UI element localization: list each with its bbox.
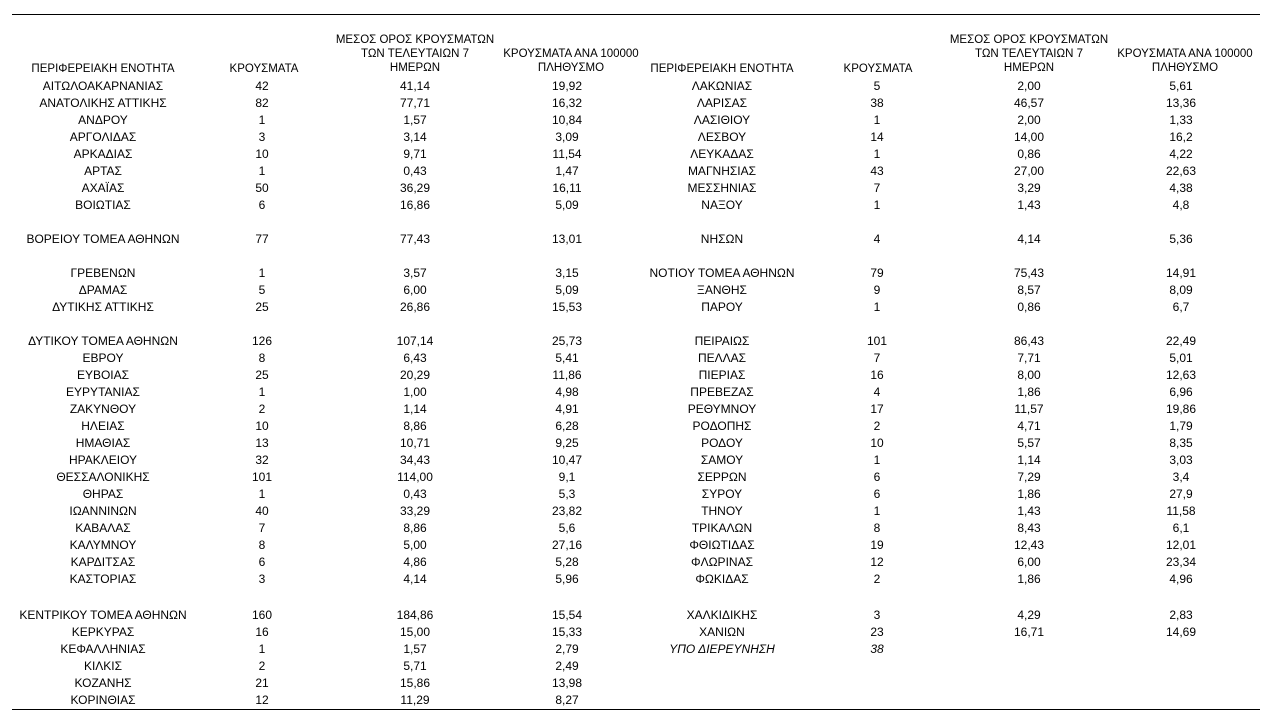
cases-cell: 5: [873, 79, 881, 93]
cases-cell: 101: [866, 334, 888, 348]
avg-cell: 16,71: [1013, 625, 1045, 639]
cases-cell: 6: [258, 555, 266, 569]
table-row: [0, 95, 1278, 112]
per100k-cell: 5,3: [558, 487, 576, 501]
avg-cell: 15,00: [399, 625, 431, 639]
per100k-cell: 22,63: [1165, 164, 1197, 178]
table-row: [0, 163, 1278, 180]
header-region-right: ΠΕΡΙΦΕΡΕΙΑΚΗ ΕΝΟΤΗΤΑ: [650, 63, 794, 75]
avg-cell: 12,43: [1013, 538, 1045, 552]
header-cases-left: ΚΡΟΥΣΜΑΤΑ: [229, 63, 299, 75]
per100k-cell: 6,28: [555, 419, 579, 433]
table-row: [0, 350, 1278, 367]
per100k-cell: 12,63: [1165, 368, 1197, 382]
region-cell: ΕΥΡΥΤΑΝΙΑΣ: [66, 385, 140, 399]
avg-cell: 184,86: [396, 608, 434, 622]
region-cell: ΣΕΡΡΩΝ: [697, 470, 747, 484]
avg-cell: 1,43: [1017, 198, 1041, 212]
avg-cell: 34,43: [399, 453, 431, 467]
cases-cell: 16: [870, 368, 884, 382]
region-cell: ΔΥΤΙΚΟΥ ΤΟΜΕΑ ΑΘΗΝΩΝ: [28, 334, 178, 348]
top-rule: [12, 14, 1260, 15]
avg-cell: 77,71: [399, 96, 431, 110]
per100k-cell: 2,83: [1169, 608, 1193, 622]
per100k-cell: 11,54: [552, 147, 582, 161]
cases-cell: 42: [255, 79, 269, 93]
cases-cell: 38: [870, 96, 884, 110]
avg-cell: 1,43: [1017, 504, 1041, 518]
region-cell: ΔΡΑΜΑΣ: [78, 283, 128, 297]
avg-cell: 3,29: [1017, 181, 1041, 195]
cases-cell: 1: [873, 300, 881, 314]
per100k-cell: 8,09: [1169, 283, 1193, 297]
cases-cell: 82: [255, 96, 269, 110]
avg-cell: 0,86: [1017, 300, 1041, 314]
cases-cell: 101: [251, 470, 273, 484]
per100k-cell: 13,98: [551, 676, 583, 690]
avg-cell: 8,86: [403, 521, 427, 535]
table-row: [0, 554, 1278, 571]
avg-cell: 8,57: [1017, 283, 1041, 297]
per100k-cell: 8,35: [1169, 436, 1193, 450]
cases-cell: 6: [873, 487, 881, 501]
region-cell: ΦΩΚΙΔΑΣ: [695, 572, 749, 586]
cases-cell: 1: [258, 266, 266, 280]
cases-cell: 160: [251, 608, 273, 622]
per100k-cell: 4,38: [1169, 181, 1193, 195]
per100k-cell: 11,86: [552, 368, 582, 382]
per100k-cell: 4,91: [555, 402, 579, 416]
avg-cell: 8,86: [403, 419, 427, 433]
cases-cell: 8: [258, 538, 266, 552]
table-row: [0, 624, 1278, 641]
avg-cell: 33,29: [399, 504, 431, 518]
table-row: [0, 78, 1278, 95]
avg-cell: 3,14: [403, 130, 427, 144]
region-cell: ΓΡΕΒΕΝΩΝ: [70, 266, 136, 280]
cases-cell: 79: [870, 266, 884, 280]
per100k-cell: 16,2: [1169, 130, 1193, 144]
header-avg-left: ΜΕΣΟΣ ΟΡΟΣ ΚΡΟΥΣΜΑΤΩΝ ΤΩΝ ΤΕΛΕΥΤΑΙΩΝ 7 ΗΜΕΡΩΝ: [335, 34, 495, 74]
header-cases-right: ΚΡΟΥΣΜΑΤΑ: [843, 63, 913, 75]
avg-cell: 5,57: [1017, 436, 1041, 450]
per100k-cell: 12,01: [1165, 538, 1197, 552]
avg-cell: 15,86: [399, 676, 431, 690]
per100k-cell: 5,61: [1169, 79, 1193, 93]
cases-cell: 2: [258, 402, 266, 416]
region-cell: ΑΡΤΑΣ: [84, 164, 122, 178]
region-cell: ΚΑΡΔΙΤΣΑΣ: [70, 555, 136, 569]
region-cell: ΛΑΡΙΣΑΣ: [696, 96, 748, 110]
header-per100k-right: ΚΡΟΥΣΜΑΤΑ ΑΝΑ 100000 ΠΛΗΘΥΣΜΟ: [1117, 48, 1253, 74]
bottom-rule: [12, 709, 1260, 710]
region-cell: ΚΙΛΚΙΣ: [83, 659, 123, 673]
table-row: [0, 299, 1278, 316]
region-cell: ΕΒΡΟΥ: [82, 351, 124, 365]
per100k-cell: 6,96: [1169, 385, 1193, 399]
region-cell: ΛΕΣΒΟΥ: [697, 130, 747, 144]
per100k-cell: 4,22: [1169, 147, 1193, 161]
table-row: [0, 469, 1278, 486]
region-cell: ΘΕΣΣΑΛΟΝΙΚΗΣ: [56, 470, 150, 484]
table-row: [0, 282, 1278, 299]
per100k-cell: 13,01: [551, 232, 583, 246]
region-cell: ΚΕΝΤΡΙΚΟΥ ΤΟΜΕΑ ΑΘΗΝΩΝ: [19, 608, 187, 622]
table-row: [0, 112, 1278, 129]
table-row: [0, 571, 1278, 588]
region-cell: ΠΙΕΡΙΑΣ: [698, 368, 746, 382]
region-cell: ΕΥΒΟΙΑΣ: [76, 368, 130, 382]
table-row: [0, 452, 1278, 469]
per100k-cell: 2,49: [555, 659, 579, 673]
avg-cell: 36,29: [399, 181, 431, 195]
region-cell: ΔΥΤΙΚΗΣ ΑΤΤΙΚΗΣ: [52, 300, 154, 314]
avg-cell: 4,29: [1017, 608, 1041, 622]
table-row: [0, 658, 1278, 675]
avg-cell: 75,43: [1013, 266, 1045, 280]
avg-cell: 26,86: [399, 300, 431, 314]
per100k-cell: 15,53: [551, 300, 583, 314]
region-cell: ΞΑΝΘΗΣ: [697, 283, 747, 297]
per100k-cell: 22,49: [1165, 334, 1197, 348]
cases-cell: 40: [255, 504, 269, 518]
region-cell: ΧΑΝΙΩΝ: [699, 625, 745, 639]
table-row: [0, 180, 1278, 197]
per100k-cell: 16,11: [552, 181, 582, 195]
region-cell: ΑΝΑΤΟΛΙΚΗΣ ΑΤΤΙΚΗΣ: [39, 96, 167, 110]
avg-cell: 114,00: [397, 470, 433, 484]
avg-cell: 1,14: [403, 402, 427, 416]
region-cell: ΙΩΑΝΝΙΝΩΝ: [69, 504, 137, 518]
cases-cell: 5: [258, 283, 266, 297]
cases-cell: 12: [255, 693, 269, 707]
avg-cell: 7,29: [1017, 470, 1041, 484]
cases-cell: 10: [870, 436, 884, 450]
region-cell: ΑΧΑΪΑΣ: [81, 181, 125, 195]
cases-cell: 17: [870, 402, 884, 416]
region-cell: ΑΡΓΟΛΙΔΑΣ: [69, 130, 137, 144]
avg-cell: 5,71: [403, 659, 427, 673]
cases-cell: 8: [258, 351, 266, 365]
region-cell: ΚΟΖΑΝΗΣ: [74, 676, 132, 690]
per100k-cell: 3,03: [1169, 453, 1193, 467]
region-cell: ΧΑΛΚΙΔΙΚΗΣ: [686, 608, 758, 622]
per100k-cell: 9,25: [555, 436, 579, 450]
table-row: [0, 520, 1278, 537]
per100k-cell: 25,73: [551, 334, 583, 348]
region-cell: ΒΟΙΩΤΙΑΣ: [75, 198, 131, 212]
region-cell: ΚΕΡΚΥΡΑΣ: [71, 625, 135, 639]
cases-cell: 25: [255, 300, 269, 314]
region-cell: ΑΝΔΡΟΥ: [78, 113, 128, 127]
per100k-cell: 5,28: [555, 555, 579, 569]
region-cell: ΖΑΚΥΝΘΟΥ: [69, 402, 137, 416]
avg-cell: 107,14: [396, 334, 434, 348]
per100k-cell: 5,01: [1169, 351, 1193, 365]
region-cell: ΤΗΝΟΥ: [701, 504, 743, 518]
avg-cell: 1,57: [403, 113, 427, 127]
region-cell: ΚΟΡΙΝΘΙΑΣ: [70, 693, 136, 707]
avg-cell: 4,86: [403, 555, 427, 569]
table-row: [0, 607, 1278, 624]
cases-cell: 32: [255, 453, 269, 467]
cases-cell: 10: [255, 419, 269, 433]
cases-cell: 2: [258, 659, 266, 673]
per100k-cell: 27,9: [1169, 487, 1193, 501]
avg-cell: 3,57: [403, 266, 427, 280]
avg-cell: 1,00: [403, 385, 427, 399]
region-cell: ΣΥΡΟΥ: [701, 487, 743, 501]
per100k-cell: 5,09: [555, 198, 579, 212]
avg-cell: 4,71: [1017, 419, 1041, 433]
avg-cell: 4,14: [1017, 232, 1041, 246]
cases-cell: 12: [870, 555, 884, 569]
avg-cell: 0,43: [403, 487, 427, 501]
cases-cell: 7: [873, 181, 881, 195]
region-cell: ΜΕΣΣΗΝΙΑΣ: [687, 181, 757, 195]
per100k-cell: 15,33: [551, 625, 583, 639]
region-cell: ΠΕΛΛΑΣ: [697, 351, 747, 365]
avg-cell: 2,00: [1017, 79, 1041, 93]
per100k-cell: 23,82: [551, 504, 583, 518]
cases-cell: 1: [873, 504, 881, 518]
avg-cell: 8,43: [1017, 521, 1041, 535]
cases-cell: 4: [873, 385, 881, 399]
region-cell: ΗΡΑΚΛΕΙΟΥ: [68, 453, 138, 467]
region-cell: ΡΕΘΥΜΝΟΥ: [687, 402, 757, 416]
per100k-cell: 5,96: [555, 572, 579, 586]
cases-cell: 1: [258, 164, 266, 178]
table-row: [0, 197, 1278, 214]
table-row: [0, 486, 1278, 503]
per100k-cell: 6,7: [1172, 300, 1190, 314]
region-cell: ΝΗΣΩΝ: [700, 232, 744, 246]
cases-cell: 25: [255, 368, 269, 382]
cases-cell: 7: [258, 521, 266, 535]
region-cell: ΜΑΓΝΗΣΙΑΣ: [687, 164, 757, 178]
cases-cell: 2: [873, 572, 881, 586]
avg-cell: 1,86: [1017, 385, 1041, 399]
avg-cell: 10,71: [399, 436, 431, 450]
per100k-cell: 11,58: [1166, 504, 1196, 518]
cases-cell: 16: [255, 625, 269, 639]
table-row: [0, 418, 1278, 435]
header-region-left: ΠΕΡΙΦΕΡΕΙΑΚΗ ΕΝΟΤΗΤΑ: [31, 63, 175, 75]
cases-cell: 3: [258, 572, 266, 586]
cases-cell: 19: [870, 538, 884, 552]
avg-cell: 16,86: [399, 198, 431, 212]
region-cell: ΡΟΔΟΠΗΣ: [692, 419, 752, 433]
per100k-cell: 13,36: [1165, 96, 1197, 110]
per100k-cell: 3,4: [1172, 470, 1190, 484]
table-row: [0, 146, 1278, 163]
per100k-cell: 6,1: [1172, 521, 1190, 535]
region-cell: ΗΛΕΙΑΣ: [81, 419, 125, 433]
per100k-cell: 16,32: [551, 96, 583, 110]
region-cell: ΒΟΡΕΙΟΥ ΤΟΜΕΑ ΑΘΗΝΩΝ: [26, 232, 180, 246]
per100k-cell: 1,79: [1169, 419, 1193, 433]
region-cell: ΛΑΚΩΝΙΑΣ: [691, 79, 753, 93]
table-row: [0, 537, 1278, 554]
region-cell: ΥΠΟ ΔΙΕΡΕΥΝΗΣΗ: [669, 642, 775, 656]
cases-cell: 38: [870, 642, 884, 656]
table-row: [0, 435, 1278, 452]
avg-cell: 20,29: [399, 368, 431, 382]
cases-cell: 10: [255, 147, 269, 161]
table-row: [0, 641, 1278, 658]
table-row: [0, 401, 1278, 418]
table-row: [0, 367, 1278, 384]
region-cell: ΚΕΦΑΛΛΗΝΙΑΣ: [60, 642, 146, 656]
table-row: [0, 503, 1278, 520]
avg-cell: 27,00: [1013, 164, 1045, 178]
region-cell: ΝΑΞΟΥ: [701, 198, 743, 212]
table-row: [0, 231, 1278, 248]
region-cell: ΛΑΣΙΘΙΟΥ: [693, 113, 751, 127]
per100k-cell: 9,1: [558, 470, 576, 484]
cases-cell: 6: [258, 198, 266, 212]
avg-cell: 7,71: [1017, 351, 1041, 365]
cases-cell: 14: [870, 130, 884, 144]
cases-cell: 9: [873, 283, 881, 297]
avg-cell: 5,00: [403, 538, 427, 552]
per100k-cell: 27,16: [551, 538, 583, 552]
avg-cell: 0,86: [1017, 147, 1041, 161]
cases-cell: 1: [873, 113, 881, 127]
per100k-cell: 8,27: [555, 693, 579, 707]
per100k-cell: 15,54: [551, 608, 583, 622]
region-cell: ΠΡΕΒΕΖΑΣ: [690, 385, 754, 399]
region-cell: ΛΕΥΚΑΔΑΣ: [690, 147, 754, 161]
per100k-cell: 1,47: [555, 164, 579, 178]
avg-cell: 4,14: [403, 572, 427, 586]
per100k-cell: 3,15: [555, 266, 579, 280]
avg-cell: 6,00: [403, 283, 427, 297]
cases-cell: 50: [255, 181, 269, 195]
cases-cell: 77: [255, 232, 269, 246]
avg-cell: 2,00: [1017, 113, 1041, 127]
cases-cell: 43: [870, 164, 884, 178]
cases-cell: 1: [258, 642, 266, 656]
table-row: [0, 692, 1278, 709]
table-row: [0, 384, 1278, 401]
region-cell: ΑΙΤΩΛΟΑΚΑΡΝΑΝΙΑΣ: [42, 79, 164, 93]
per100k-cell: 10,84: [551, 113, 583, 127]
avg-cell: 1,57: [403, 642, 427, 656]
per100k-cell: 10,47: [551, 453, 583, 467]
region-cell: ΚΑΣΤΟΡΙΑΣ: [69, 572, 137, 586]
avg-cell: 6,43: [403, 351, 427, 365]
region-cell: ΡΟΔΟΥ: [701, 436, 743, 450]
avg-cell: 6,00: [1017, 555, 1041, 569]
per100k-cell: 4,96: [1169, 572, 1193, 586]
cases-cell: 1: [258, 487, 266, 501]
region-cell: ΚΑΛΥΜΝΟΥ: [69, 538, 137, 552]
per100k-cell: 5,6: [558, 521, 576, 535]
cases-cell: 2: [873, 419, 881, 433]
cases-cell: 126: [251, 334, 273, 348]
cases-cell: 23: [870, 625, 884, 639]
cases-cell: 4: [873, 232, 881, 246]
table-row: [0, 675, 1278, 692]
cases-cell: 1: [258, 113, 266, 127]
per100k-cell: 3,09: [555, 130, 579, 144]
avg-cell: 77,43: [399, 232, 431, 246]
avg-cell: 8,00: [1017, 368, 1041, 382]
per100k-cell: 19,86: [1165, 402, 1197, 416]
avg-cell: 14,00: [1013, 130, 1045, 144]
header-avg-right: ΜΕΣΟΣ ΟΡΟΣ ΚΡΟΥΣΜΑΤΩΝ ΤΩΝ ΤΕΛΕΥΤΑΙΩΝ 7 ΗΜΕΡΩΝ: [949, 34, 1109, 74]
avg-cell: 46,57: [1013, 96, 1045, 110]
region-cell: ΚΑΒΑΛΑΣ: [75, 521, 131, 535]
cases-cell: 13: [255, 436, 269, 450]
cases-cell: 1: [873, 198, 881, 212]
avg-cell: 1,14: [1017, 453, 1041, 467]
avg-cell: 0,43: [403, 164, 427, 178]
cases-cell: 1: [258, 385, 266, 399]
avg-cell: 41,14: [399, 79, 431, 93]
avg-cell: 9,71: [403, 147, 427, 161]
cases-cell: 6: [873, 470, 881, 484]
cases-cell: 8: [873, 521, 881, 535]
per100k-cell: 14,69: [1165, 625, 1197, 639]
per100k-cell: 5,36: [1169, 232, 1193, 246]
cases-cell: 3: [258, 130, 266, 144]
region-cell: ΑΡΚΑΔΙΑΣ: [73, 147, 133, 161]
table-row: [0, 265, 1278, 282]
cases-cell: 21: [255, 676, 269, 690]
per100k-cell: 23,34: [1165, 555, 1197, 569]
region-cell: ΣΑΜΟΥ: [700, 453, 744, 467]
region-cell: ΠΑΡΟΥ: [701, 300, 743, 314]
per100k-cell: 1,33: [1169, 113, 1193, 127]
per100k-cell: 5,09: [555, 283, 579, 297]
cases-cell: 7: [873, 351, 881, 365]
avg-cell: 1,86: [1017, 572, 1041, 586]
region-cell: ΘΗΡΑΣ: [82, 487, 124, 501]
avg-cell: 1,86: [1017, 487, 1041, 501]
region-cell: ΗΜΑΘΙΑΣ: [75, 436, 131, 450]
avg-cell: 11,29: [400, 693, 430, 707]
region-cell: ΝΟΤΙΟΥ ΤΟΜΕΑ ΑΘΗΝΩΝ: [649, 266, 795, 280]
per100k-cell: 19,92: [551, 79, 583, 93]
per100k-cell: 4,98: [555, 385, 579, 399]
table-row: [0, 333, 1278, 350]
avg-cell: 86,43: [1013, 334, 1045, 348]
cases-cell: 3: [873, 608, 881, 622]
per100k-cell: 2,79: [555, 642, 579, 656]
table-row: [0, 129, 1278, 146]
per100k-cell: 5,41: [555, 351, 579, 365]
region-cell: ΠΕΙΡΑΙΩΣ: [694, 334, 750, 348]
avg-cell: 11,57: [1014, 402, 1044, 416]
header-per100k-left: ΚΡΟΥΣΜΑΤΑ ΑΝΑ 100000 ΠΛΗΘΥΣΜΟ: [503, 48, 639, 74]
cases-cell: 1: [873, 147, 881, 161]
per100k-cell: 4,8: [1172, 198, 1190, 212]
region-cell: ΦΛΩΡΙΝΑΣ: [691, 555, 753, 569]
region-cell: ΤΡΙΚΑΛΩΝ: [691, 521, 753, 535]
per100k-cell: 14,91: [1165, 266, 1197, 280]
cases-cell: 1: [873, 453, 881, 467]
region-cell: ΦΘΙΩΤΙΔΑΣ: [689, 538, 755, 552]
